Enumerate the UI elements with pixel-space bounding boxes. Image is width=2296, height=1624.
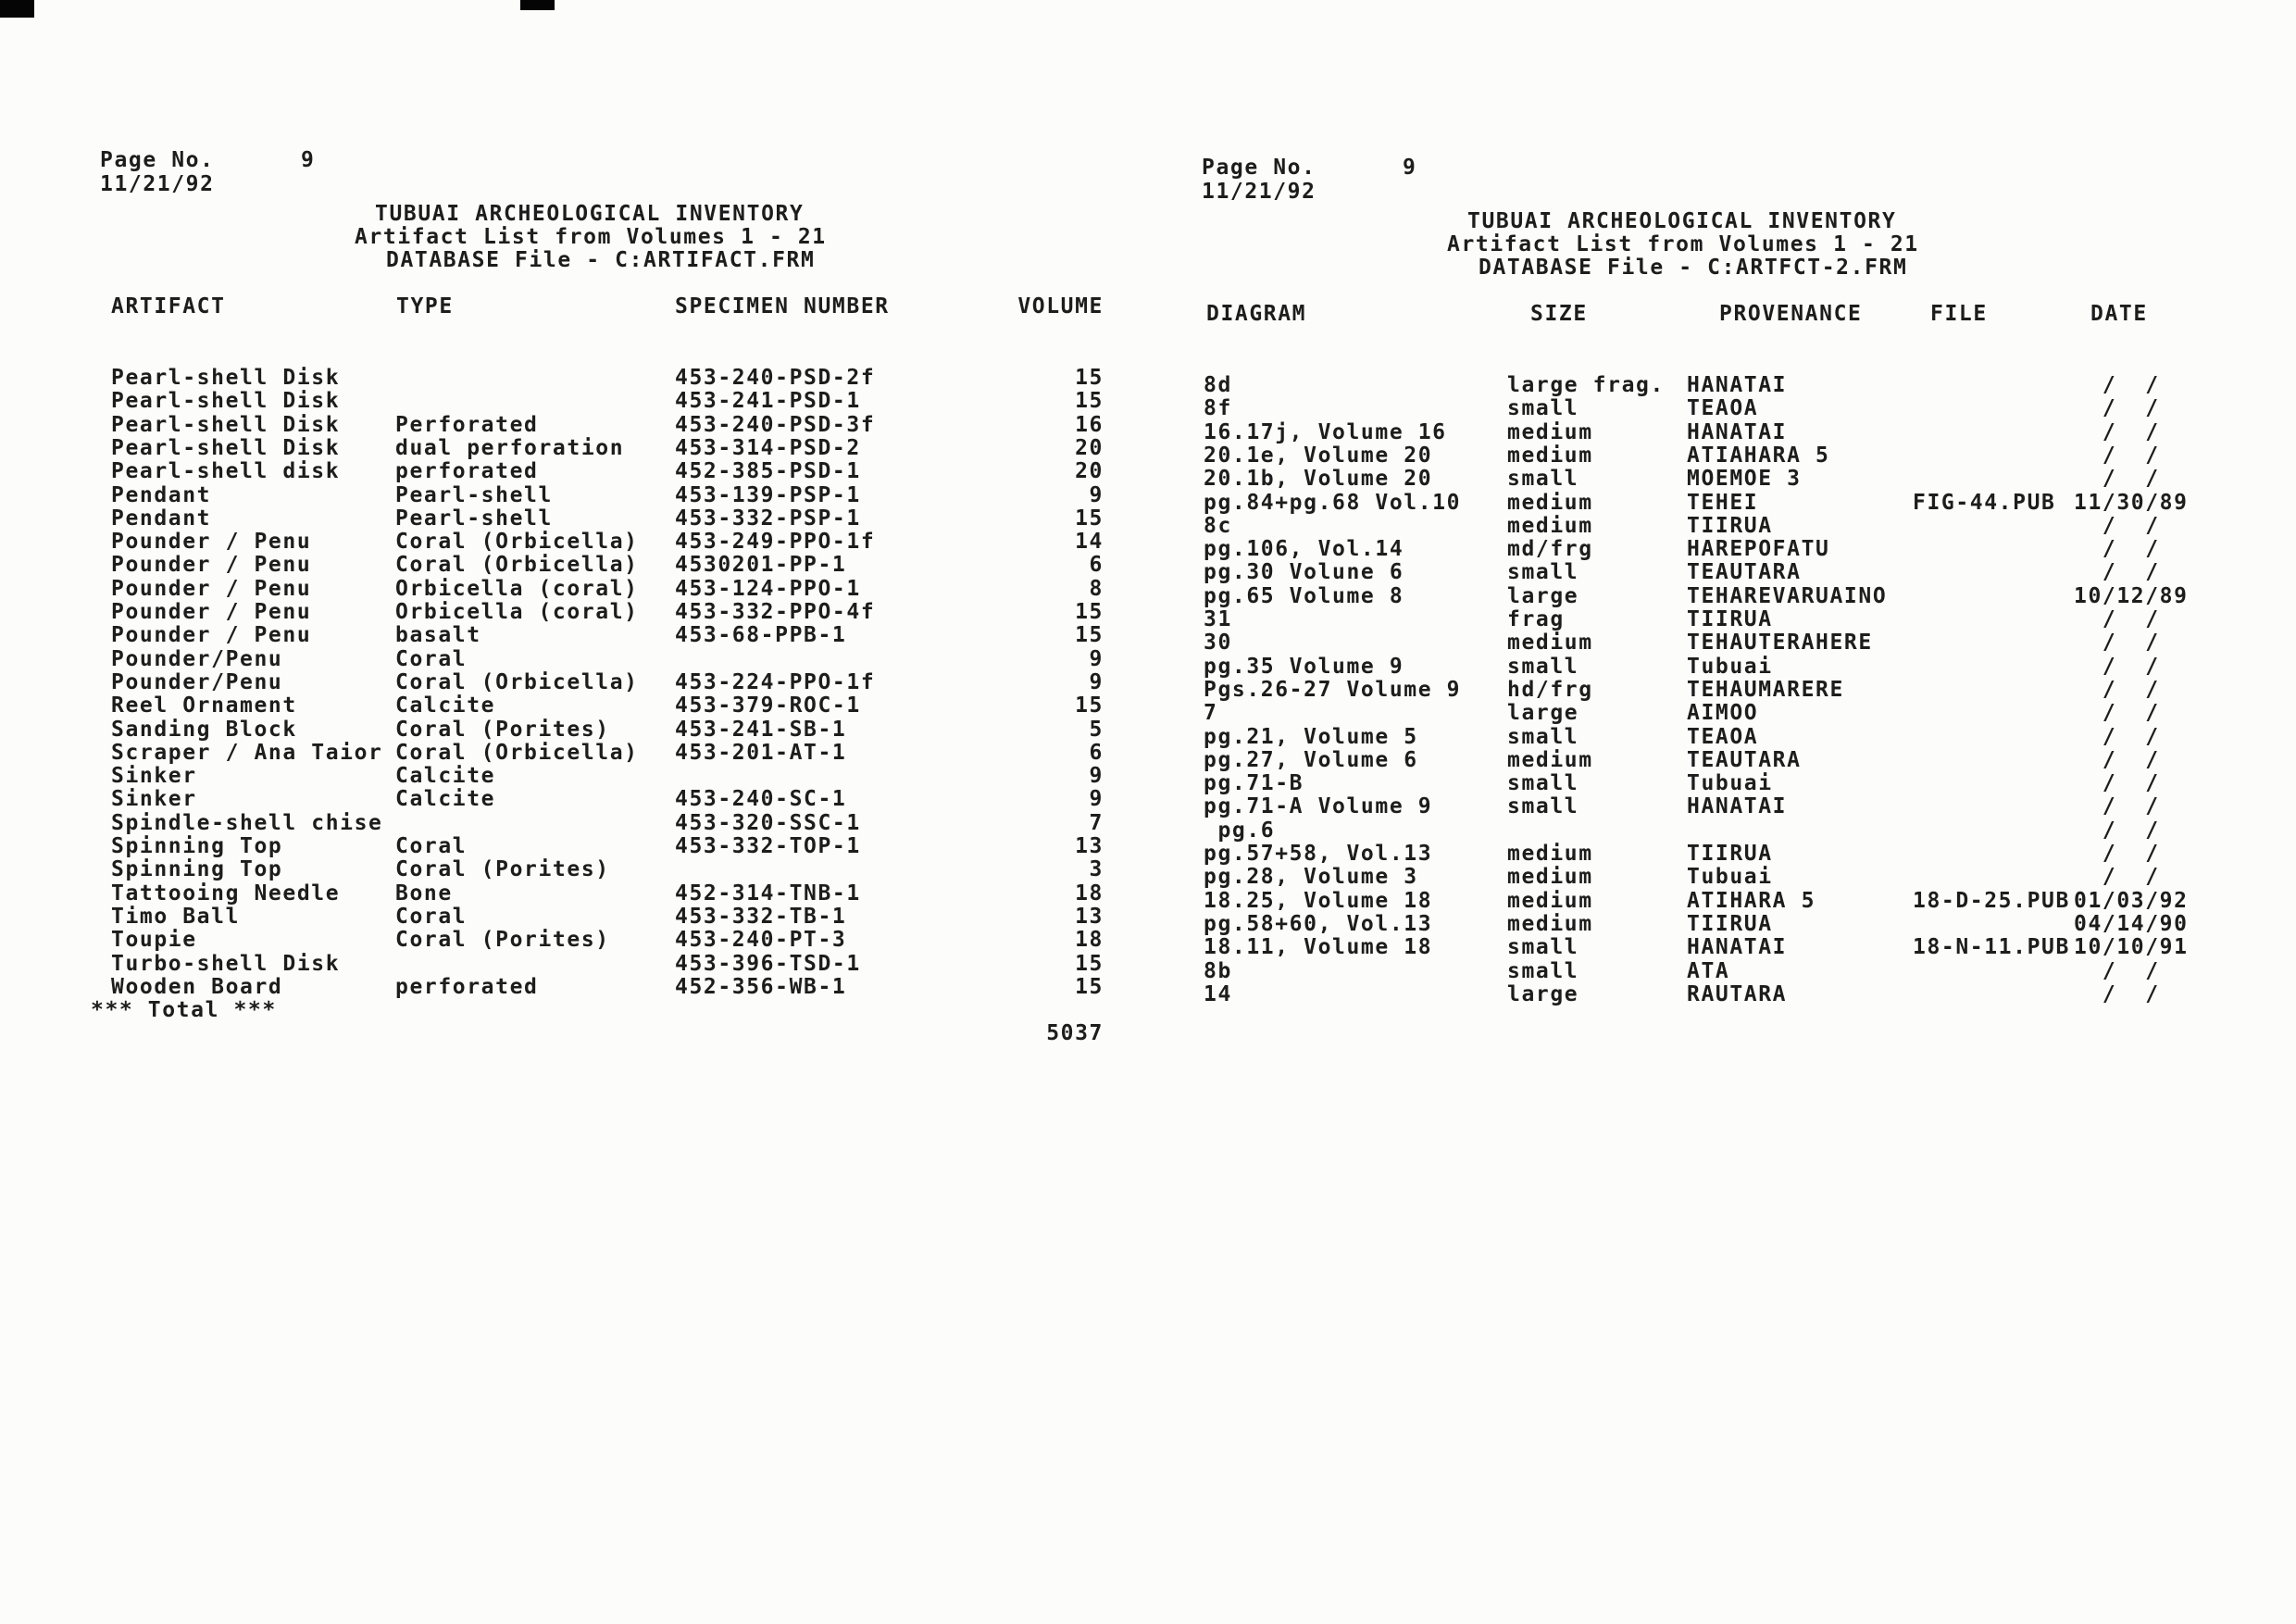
- cell-artifact: Pearl-shell disk: [111, 459, 341, 484]
- cell-provenance: Tubuai: [1687, 865, 1773, 890]
- cell-artifact: Pounder / Penu: [111, 530, 312, 555]
- cell-date: / /: [2074, 560, 2160, 585]
- cell-size: hd/frg: [1507, 677, 1593, 702]
- cell-type: perforated: [395, 459, 539, 484]
- cell-diagram: 8d: [1204, 373, 1232, 397]
- table-row: [0, 748, 2296, 772]
- cell-type: Coral (Porites): [395, 857, 610, 882]
- cell-volume: 20: [1075, 435, 1104, 460]
- cell-artifact: Pearl-shell Disk: [111, 412, 341, 437]
- cell-provenance: HANATAI: [1687, 935, 1788, 960]
- cell-size: small: [1507, 935, 1579, 960]
- cell-diagram: 8c: [1204, 513, 1232, 538]
- cell-specimen: 453-68-PPB-1: [675, 623, 847, 648]
- report-subtitle: Artifact List from Volumes 1 - 21: [1447, 232, 1919, 256]
- cell-specimen: 453-240-PT-3: [675, 928, 847, 953]
- cell-type: Calcite: [395, 764, 496, 789]
- cell-specimen: 452-356-WB-1: [675, 974, 847, 999]
- database-file-line: DATABASE File - C:ARTIFACT.FRM: [386, 248, 816, 272]
- page-number-value: 9: [1403, 156, 1417, 180]
- cell-type: Pearl-shell: [395, 482, 553, 507]
- table-row: [0, 584, 2296, 608]
- cell-provenance: ATA: [1687, 958, 1730, 983]
- cell-specimen: 453-241-SB-1: [675, 717, 847, 742]
- cell-artifact: Pounder / Penu: [111, 553, 312, 578]
- cell-artifact: Tattooing Needle: [111, 881, 341, 906]
- cell-provenance: TEHAREVARUAINO: [1687, 583, 1888, 608]
- cell-type: Orbicella (coral): [395, 600, 639, 624]
- cell-size: large: [1507, 583, 1579, 608]
- cell-type: Coral (Porites): [395, 928, 610, 953]
- cell-date: / /: [2074, 654, 2160, 679]
- cell-provenance: TEHAUTERAHERE: [1687, 631, 1873, 656]
- cell-specimen: 453-124-PPO-1: [675, 576, 861, 601]
- cell-volume: 13: [1075, 834, 1104, 858]
- cell-provenance: ATIHARA 5: [1687, 888, 1816, 913]
- column-header-provenance: PROVENANCE: [1719, 302, 1863, 326]
- cell-specimen: 452-385-PSD-1: [675, 459, 861, 484]
- cell-date: 01/03/92: [2074, 888, 2189, 913]
- cell-volume: 13: [1075, 904, 1104, 929]
- cell-artifact: Spinning Top: [111, 834, 283, 858]
- cell-type: Coral (Orbicella): [395, 553, 639, 578]
- cell-type: Coral (Orbicella): [395, 530, 639, 555]
- cell-type: Coral (Orbicella): [395, 669, 639, 694]
- cell-artifact: Pounder / Penu: [111, 600, 312, 624]
- cell-artifact: Timo Ball: [111, 904, 241, 929]
- cell-diagram: pg.6: [1204, 818, 1276, 843]
- cell-type: Coral (Porites): [395, 717, 610, 742]
- cell-specimen: 453-314-PSD-2: [675, 435, 861, 460]
- cell-volume: 15: [1075, 366, 1104, 390]
- cell-date: / /: [2074, 537, 2160, 562]
- column-header-size: SIZE: [1530, 302, 1588, 326]
- cell-date: / /: [2074, 747, 2160, 772]
- cell-volume: 18: [1075, 928, 1104, 953]
- cell-file: 18-D-25.PUB: [1913, 888, 2070, 913]
- cell-size: large: [1507, 701, 1579, 726]
- cell-date: / /: [2074, 419, 2160, 444]
- cell-provenance: AIMOO: [1687, 701, 1759, 726]
- total-volume-value: 5037: [1046, 1021, 1104, 1045]
- cell-size: md/frg: [1507, 537, 1593, 562]
- cell-diagram: 20.1e, Volume 20: [1204, 443, 1433, 468]
- cell-size: small: [1507, 794, 1579, 819]
- cell-type: Calcite: [395, 787, 496, 812]
- cell-volume: 6: [1089, 740, 1104, 765]
- cell-date: / /: [2074, 631, 2160, 656]
- cell-diagram: pg.28, Volume 3: [1204, 865, 1418, 890]
- cell-artifact: Pounder/Penu: [111, 646, 283, 671]
- page-number-value: 9: [301, 148, 316, 172]
- table-row: [0, 396, 2296, 420]
- table-row: [0, 842, 2296, 866]
- cell-artifact: Sinker: [111, 787, 197, 812]
- cell-diagram: pg.106, Vol.14: [1204, 537, 1404, 562]
- page-number-label: Page No.: [1202, 156, 1316, 180]
- cell-volume: 15: [1075, 623, 1104, 648]
- cell-provenance: TIIRUA: [1687, 607, 1773, 631]
- cell-diagram: Pgs.26-27 Volume 9: [1204, 677, 1462, 702]
- cell-diagram: pg.35 Volume 9: [1204, 654, 1404, 679]
- cell-specimen: 453-201-AT-1: [675, 740, 847, 765]
- cell-specimen: 452-314-TNB-1: [675, 881, 861, 906]
- table-row: [0, 771, 2296, 795]
- cell-diagram: 8b: [1204, 958, 1232, 983]
- report-subtitle: Artifact List from Volumes 1 - 21: [355, 225, 827, 249]
- print-date: 11/21/92: [1202, 180, 1316, 204]
- total-label: *** Total ***: [91, 998, 277, 1022]
- cell-size: medium: [1507, 631, 1593, 656]
- table-row: [0, 655, 2296, 679]
- table-row: [0, 701, 2296, 725]
- cell-volume: 9: [1089, 669, 1104, 694]
- table-row: [0, 818, 2296, 843]
- cell-diagram: pg.57+58, Vol.13: [1204, 842, 1433, 866]
- cell-size: medium: [1507, 888, 1593, 913]
- cell-specimen: 4530201-PP-1: [675, 553, 847, 578]
- cell-provenance: RAUTARA: [1687, 981, 1788, 1006]
- cell-artifact: Pearl-shell Disk: [111, 435, 341, 460]
- cell-provenance: TEAOA: [1687, 724, 1759, 749]
- column-header-specimen-number: SPECIMEN NUMBER: [675, 294, 890, 319]
- page-number-label: Page No.: [100, 148, 215, 172]
- cell-size: medium: [1507, 842, 1593, 866]
- cell-specimen: 453-240-PSD-3f: [675, 412, 876, 437]
- cell-volume: 9: [1089, 764, 1104, 789]
- table-row: [0, 794, 2296, 818]
- report-title: TUBUAI ARCHEOLOGICAL INVENTORY: [1467, 209, 1897, 233]
- cell-specimen: 453-139-PSP-1: [675, 482, 861, 507]
- column-header-artifact: ARTIFACT: [111, 294, 226, 319]
- cell-volume: 20: [1075, 459, 1104, 484]
- cell-provenance: TIIRUA: [1687, 842, 1773, 866]
- column-header-date: DATE: [2090, 302, 2148, 326]
- cell-volume: 15: [1075, 600, 1104, 624]
- cell-date: 10/12/89: [2074, 583, 2189, 608]
- cell-type: Perforated: [395, 412, 539, 437]
- cell-volume: 16: [1075, 412, 1104, 437]
- cell-diagram: 14: [1204, 981, 1232, 1006]
- cell-volume: 9: [1089, 646, 1104, 671]
- cell-date: / /: [2074, 396, 2160, 421]
- cell-artifact: Pounder / Penu: [111, 623, 312, 648]
- cell-volume: 15: [1075, 389, 1104, 414]
- table-row: [0, 607, 2296, 631]
- cell-diagram: pg.27, Volume 6: [1204, 747, 1418, 772]
- cell-date: / /: [2074, 794, 2160, 819]
- database-file-line: DATABASE File - C:ARTFCT-2.FRM: [1479, 256, 1908, 280]
- table-row: [0, 935, 2296, 959]
- cell-diagram: 31: [1204, 607, 1232, 631]
- cell-type: Coral: [395, 834, 468, 858]
- cell-provenance: TEAUTARA: [1687, 747, 1802, 772]
- scan-artifact-mark: [520, 0, 555, 10]
- cell-provenance: Tubuai: [1687, 771, 1773, 796]
- cell-provenance: HAREPOFATU: [1687, 537, 1830, 562]
- cell-volume: 9: [1089, 482, 1104, 507]
- cell-date: / /: [2074, 443, 2160, 468]
- cell-volume: 15: [1075, 951, 1104, 976]
- cell-size: small: [1507, 724, 1579, 749]
- cell-date: / /: [2074, 981, 2160, 1006]
- cell-specimen: 453-249-PPO-1f: [675, 530, 876, 555]
- cell-diagram: pg.58+60, Vol.13: [1204, 911, 1433, 936]
- cell-specimen: 453-379-ROC-1: [675, 693, 861, 718]
- cell-diagram: 20.1b, Volume 20: [1204, 467, 1433, 492]
- cell-provenance: MOEMOE 3: [1687, 467, 1802, 492]
- cell-volume: 18: [1075, 881, 1104, 906]
- cell-specimen: 453-320-SSC-1: [675, 810, 861, 835]
- cell-provenance: Tubuai: [1687, 654, 1773, 679]
- cell-specimen: 453-241-PSD-1: [675, 389, 861, 414]
- cell-size: small: [1507, 560, 1579, 585]
- cell-specimen: 453-332-PPO-4f: [675, 600, 876, 624]
- cell-size: large frag.: [1507, 373, 1665, 397]
- cell-diagram: 16.17j, Volume 16: [1204, 419, 1447, 444]
- column-header-diagram: DIAGRAM: [1206, 302, 1307, 326]
- cell-diagram: pg.84+pg.68 Vol.10: [1204, 490, 1462, 515]
- table-row: [0, 560, 2296, 584]
- cell-artifact: Pearl-shell Disk: [111, 366, 341, 390]
- cell-size: small: [1507, 396, 1579, 421]
- cell-volume: 15: [1075, 693, 1104, 718]
- cell-date: / /: [2074, 724, 2160, 749]
- cell-volume: 5: [1089, 717, 1104, 742]
- cell-volume: 15: [1075, 974, 1104, 999]
- cell-size: medium: [1507, 865, 1593, 890]
- cell-date: / /: [2074, 818, 2160, 843]
- cell-size: small: [1507, 467, 1579, 492]
- cell-artifact: Pounder/Penu: [111, 669, 283, 694]
- cell-specimen: 453-332-TOP-1: [675, 834, 861, 858]
- cell-artifact: Pendant: [111, 506, 212, 531]
- cell-size: medium: [1507, 747, 1593, 772]
- cell-date: / /: [2074, 701, 2160, 726]
- cell-artifact: Turbo-shell Disk: [111, 951, 341, 976]
- cell-size: medium: [1507, 911, 1593, 936]
- scan-artifact-mark: [0, 0, 34, 18]
- cell-provenance: HANATAI: [1687, 373, 1788, 397]
- cell-artifact: Pounder / Penu: [111, 576, 312, 601]
- cell-type: Orbicella (coral): [395, 576, 639, 601]
- table-row: [0, 889, 2296, 913]
- table-row: [0, 467, 2296, 491]
- cell-artifact: Spinning Top: [111, 857, 283, 882]
- cell-provenance: TEHEI: [1687, 490, 1759, 515]
- cell-type: Calcite: [395, 693, 496, 718]
- cell-size: large: [1507, 981, 1579, 1006]
- cell-size: small: [1507, 958, 1579, 983]
- cell-file: 18-N-11.PUB: [1913, 935, 2070, 960]
- table-row: [0, 491, 2296, 515]
- cell-diagram: 30: [1204, 631, 1232, 656]
- cell-type: Coral: [395, 646, 468, 671]
- cell-artifact: Pearl-shell Disk: [111, 389, 341, 414]
- cell-date: / /: [2074, 677, 2160, 702]
- cell-provenance: HANATAI: [1687, 419, 1788, 444]
- cell-provenance: TIIRUA: [1687, 911, 1773, 936]
- cell-size: medium: [1507, 443, 1593, 468]
- cell-volume: 7: [1089, 810, 1104, 835]
- table-row: [0, 514, 2296, 538]
- cell-specimen: 453-332-PSP-1: [675, 506, 861, 531]
- cell-type: Bone: [395, 881, 453, 906]
- cell-file: FIG-44.PUB: [1913, 490, 2056, 515]
- print-date: 11/21/92: [100, 172, 215, 196]
- table-row: [0, 537, 2296, 561]
- cell-artifact: Wooden Board: [111, 974, 283, 999]
- cell-provenance: TEAUTARA: [1687, 560, 1802, 585]
- cell-size: frag: [1507, 607, 1565, 631]
- cell-artifact: Sanding Block: [111, 717, 297, 742]
- cell-volume: 8: [1089, 576, 1104, 601]
- cell-artifact: Sinker: [111, 764, 197, 789]
- cell-size: medium: [1507, 419, 1593, 444]
- cell-date: 04/14/90: [2074, 911, 2189, 936]
- cell-artifact: Pendant: [111, 482, 212, 507]
- table-row: [0, 725, 2296, 749]
- cell-diagram: 18.25, Volume 18: [1204, 888, 1433, 913]
- table-row: [0, 982, 2296, 1006]
- cell-specimen: 453-240-PSD-2f: [675, 366, 876, 390]
- cell-date: 10/10/91: [2074, 935, 2189, 960]
- cell-specimen: 453-224-PPO-1f: [675, 669, 876, 694]
- cell-diagram: pg.71-B: [1204, 771, 1304, 796]
- cell-date: / /: [2074, 373, 2160, 397]
- column-header-file: FILE: [1930, 302, 1988, 326]
- cell-type: dual perforation: [395, 435, 625, 460]
- cell-specimen: 453-240-SC-1: [675, 787, 847, 812]
- cell-specimen: 453-332-TB-1: [675, 904, 847, 929]
- column-header-type: TYPE: [396, 294, 454, 319]
- cell-artifact: Spindle-shell chise: [111, 810, 383, 835]
- table-row: [0, 678, 2296, 702]
- cell-diagram: pg.30 Volune 6: [1204, 560, 1404, 585]
- table-row: [0, 373, 2296, 397]
- cell-volume: 3: [1089, 857, 1104, 882]
- cell-volume: 6: [1089, 553, 1104, 578]
- cell-specimen: 453-396-TSD-1: [675, 951, 861, 976]
- cell-volume: 15: [1075, 506, 1104, 531]
- table-row: [0, 420, 2296, 444]
- cell-date: / /: [2074, 513, 2160, 538]
- cell-date: 11/30/89: [2074, 490, 2189, 515]
- table-row: [0, 912, 2296, 936]
- cell-volume: 14: [1075, 530, 1104, 555]
- cell-size: small: [1507, 654, 1579, 679]
- cell-artifact: Toupie: [111, 928, 197, 953]
- cell-date: / /: [2074, 958, 2160, 983]
- cell-date: / /: [2074, 771, 2160, 796]
- cell-type: Pearl-shell: [395, 506, 553, 531]
- cell-diagram: 8f: [1204, 396, 1232, 421]
- table-row: [0, 631, 2296, 655]
- cell-artifact: Scraper / Ana Taior: [111, 740, 383, 765]
- cell-diagram: 7: [1204, 701, 1218, 726]
- cell-size: medium: [1507, 490, 1593, 515]
- cell-provenance: TEAOA: [1687, 396, 1759, 421]
- cell-type: basalt: [395, 623, 481, 648]
- cell-type: perforated: [395, 974, 539, 999]
- cell-diagram: pg.71-A Volume 9: [1204, 794, 1433, 819]
- cell-diagram: pg.21, Volume 5: [1204, 724, 1418, 749]
- cell-type: Coral: [395, 904, 468, 929]
- cell-size: medium: [1507, 513, 1593, 538]
- report-title: TUBUAI ARCHEOLOGICAL INVENTORY: [375, 202, 805, 226]
- cell-diagram: 18.11, Volume 18: [1204, 935, 1433, 960]
- cell-provenance: TEHAUMARERE: [1687, 677, 1844, 702]
- cell-type: Coral (Orbicella): [395, 740, 639, 765]
- cell-volume: 9: [1089, 787, 1104, 812]
- table-row: [0, 865, 2296, 889]
- cell-date: / /: [2074, 865, 2160, 890]
- cell-artifact: Reel Ornament: [111, 693, 297, 718]
- cell-size: small: [1507, 771, 1579, 796]
- cell-provenance: ATIAHARA 5: [1687, 443, 1830, 468]
- table-row: [0, 959, 2296, 983]
- cell-date: / /: [2074, 467, 2160, 492]
- cell-date: / /: [2074, 842, 2160, 866]
- cell-diagram: pg.65 Volume 8: [1204, 583, 1404, 608]
- cell-provenance: HANATAI: [1687, 794, 1788, 819]
- table-row: [0, 443, 2296, 468]
- cell-provenance: TIIRUA: [1687, 513, 1773, 538]
- column-header-volume: VOLUME: [1017, 294, 1104, 319]
- cell-date: / /: [2074, 607, 2160, 631]
